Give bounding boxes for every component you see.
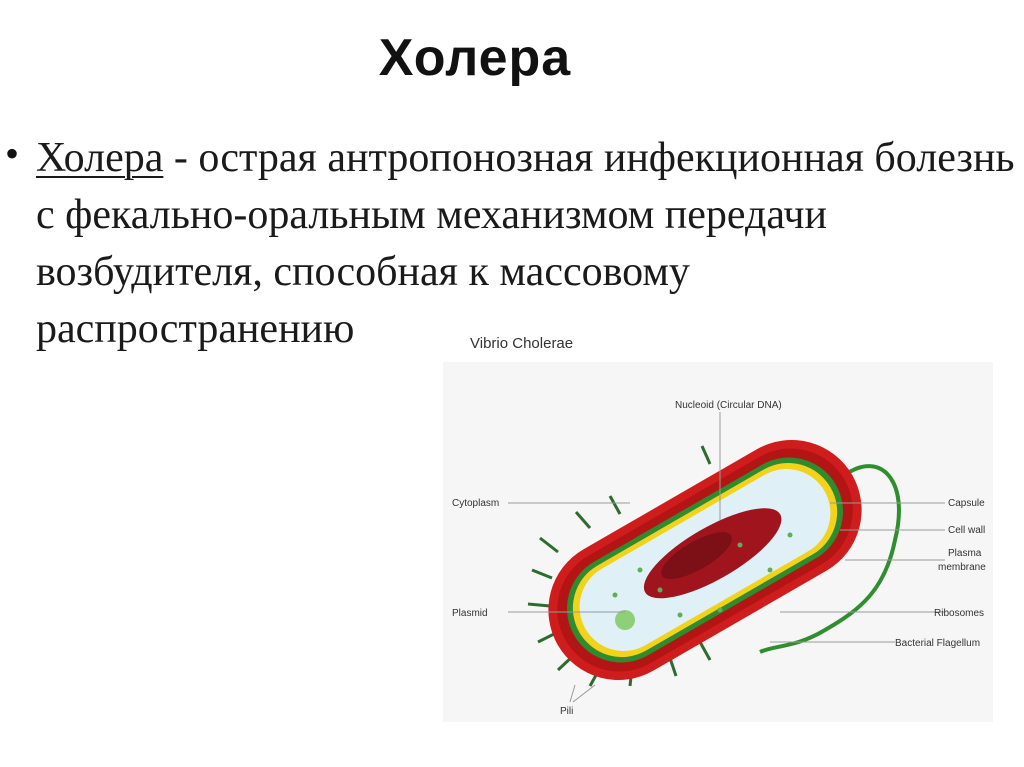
- label-nucleoid: Nucleoid (Circular DNA): [675, 400, 782, 411]
- plasmid-shape: [615, 610, 635, 630]
- label-pili: Pili: [560, 706, 574, 717]
- label-cytoplasm: Cytoplasm: [452, 498, 500, 509]
- label-plasmid: Plasmid: [452, 608, 488, 619]
- definition-text: - острая антропонозная инфекционная болезнь с фекально-оральным механизмом передачи возбудителя, способная к массовому распространению: [36, 135, 1015, 352]
- label-plasma-2: membrane: [938, 562, 986, 573]
- label-flagellum: Bacterial Flagellum: [895, 638, 981, 649]
- diagram-caption: Vibrio Cholerae: [470, 335, 574, 352]
- label-plasma-1: Plasma: [948, 548, 982, 559]
- bullet-marker: •: [4, 131, 19, 176]
- vibrio-cholerae-diagram: [440, 330, 1000, 730]
- label-capsule: Capsule: [948, 498, 985, 509]
- slide-title: Холера: [378, 29, 572, 87]
- label-ribosomes: Ribosomes: [934, 608, 985, 619]
- term-link[interactable]: Холера: [36, 135, 164, 181]
- label-cell-wall: Cell wall: [948, 525, 986, 536]
- definition-paragraph: [36, 130, 1016, 358]
